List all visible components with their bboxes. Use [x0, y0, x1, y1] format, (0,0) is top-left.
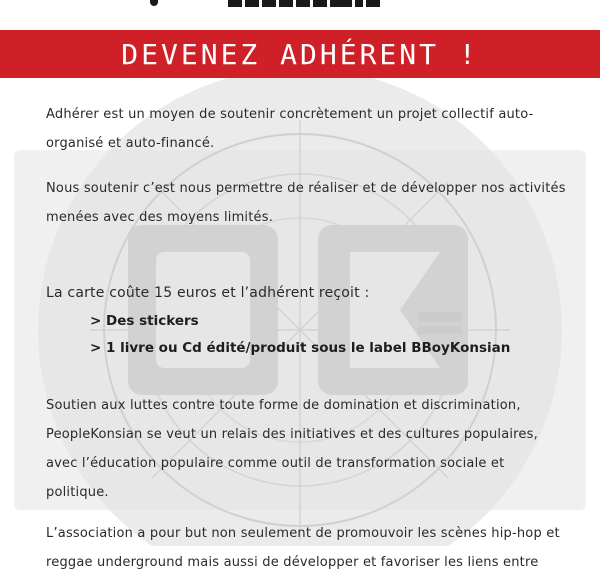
title-banner [0, 30, 600, 78]
intro-paragraph-1: Adhérer est un moyen de soutenir concrètement un projet collectif auto-organisé et auto-financé. [46, 107, 534, 151]
benefit-item-book-cd: > 1 livre ou Cd édité/produit sous le label BBoyKonsian [90, 340, 511, 356]
logo-wordmark [228, 0, 380, 7]
intro-paragraph-2: Nous soutenir c’est nous permettre de réaliser et de développer nos activités menées avec des moyens limités. [46, 181, 566, 225]
mission-paragraph-1: Soutien aux luttes contre toute forme de domination et discrimination, PeopleKonsian se veut un relais des initiatives et des cultures populaires, avec l’éducation populaire comme outil de transformation sociale et politique. [46, 398, 538, 500]
site-logo [0, 0, 600, 28]
logo-mark-icon [150, 0, 158, 6]
main-content [46, 100, 566, 577]
card-price-text: La carte coûte 15 euros et l’adhérent reçoit : [46, 285, 370, 301]
benefit-item-stickers: > Des stickers [90, 313, 199, 329]
benefits-list [90, 308, 566, 362]
mission-paragraph-2: L’association a pour but non seulement de promouvoir les scènes hip-hop et reggae underground mais aussi de développer et favoriser les liens entre [46, 526, 560, 570]
page-title: DEVENEZ ADHÉRENT ! [121, 37, 479, 71]
